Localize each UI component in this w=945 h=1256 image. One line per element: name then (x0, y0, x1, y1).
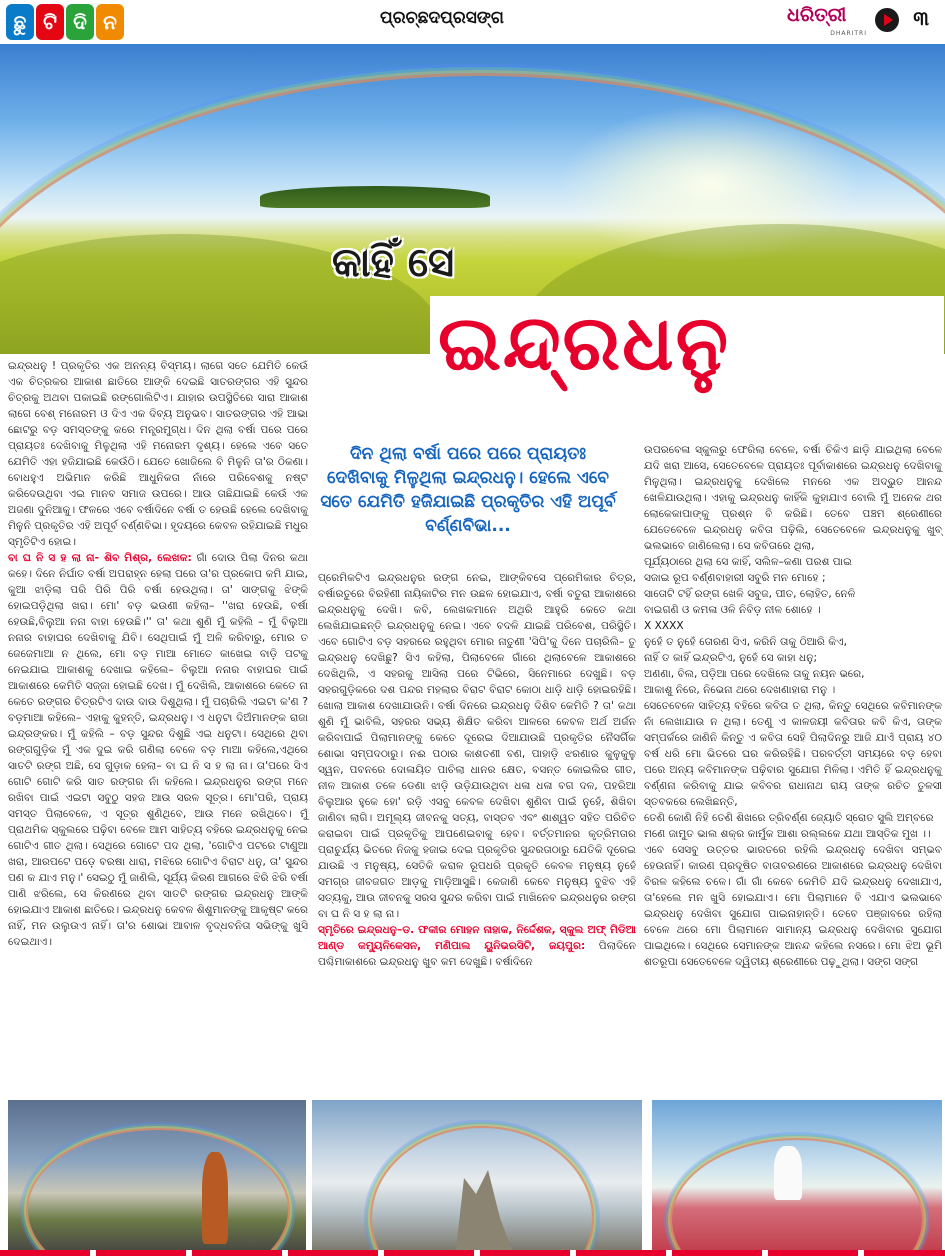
lead-paragraph: ଇନ୍ଦ୍ରଧନୁ ! ପ୍ରକୃତିର ଏକ ଅନନ୍ୟ ବିସ୍ମୟ। ଲାଗେ ସତେ ଯେମିତି କେଉଁ ଏକ ଚିତ୍ରକର ଆକାଶ ଛାତିରେ ଆଙ୍କି ଦେଇଛି ସାତରଙ୍ଗର ଏହି ସୁନ୍ଦର ଚିତ୍ରକୁ ଅଥବା ପକାଇଛି ରଙ୍ଗୋଲିଟିଏ। ଯାହାର ଉପସ୍ଥିତିରେ ସାରା ଆକାଶ ଲାଗେ ବେଶ୍ ମନୋରମ ଓ ଦିଏ ଏକ ଦିବ୍ୟ ଅନୁଭବ। ସାତରଙ୍ଗର ଏହି ଆଭା ଛୋଟରୁ ବଡ଼ ସମସ୍ତଙ୍କୁ କରେ ମନ୍ତ୍ରମୁଗ୍ଧ। ଦିନ ଥିଲା ବର୍ଷା ପରେ ପରେ ପ୍ରାୟତଃ ଦେଖିବାକୁ ମିଳୁଥିଲା ଏହି ମନୋରମ ଦୃଶ୍ୟ। ହେଲେ ଏବେ ସତେ ଯେମିତି ଏହା ହଜିଯାଇଛି କେଉଁଠି। ଯେତେ ଖୋଜିଲେ ବି ମିଳୁନି ତା'ର ଠିକଣା। ବୋଧହୁଏ ଅଭିମାନ କରିଛି ଆଧୁନିକତା ନାଁରେ ପରିବେଶକୁ ନଷ୍ଟ କରିଦେଉଥିବା ଏଇ ମାନବ ସମାଜ ଉପରେ। ଆଉ ତାଛିଯାଇଛି କେଉଁ ଏକ ଅଜଣା ଦୁନିଆକୁ। ଫଳରେ ଏବେ ବର୍ଷାଦିନେ ବର୍ଷା ତ ହେଉଛି ହେଲେ ଦେଖିବାକୁ ମିଳୁନି ପ୍ରକୃତିର ଏହି ଅପୂର୍ବ ବର୍ଣ୍ଣବିଭା। ହୃଦୟରେ କେବଳ ରହିଯାଇଛି ମଧୁର ସ୍ମୃତିଟିଏ ହୋଇ। (8, 360, 308, 548)
photo-mountain-rainbow (312, 1100, 642, 1250)
byline: ଶିବ ମିଶ୍ର, ଲେଖକ: (99, 552, 192, 564)
article-column-1 (8, 358, 308, 1200)
poem-stanza: ସାତୋଟି ଟହିଁ ରଙ୍ଗ ଖେଳି ସବୁଜ, ପୀତ, ଲୋହିତ, ନେଳି ବାଇଗଣି ଓ କମଳା ଓଳି ନିବିଡ଼ ନୀଳ ଶୋହେ । X XXXX ନୁହେଁ ତ ନୁହେଁ ତୋରଣ ସିଏ, କରିନି ତାକୁ ଠିଆରି କିଏ, ନାହିଁ ତ କାହିଁ ଇନ୍ଦ୍ରଟିଏ, ନୁହେଁ ସେ କାହା ଧନୁ; ଅଣଣା, ବିଲ, ପଡ଼ିଆ ପରେ ଦେଖିଲେ ତାକୁ ନୟନ ଭରେ, ଆକାଶୁ ନିରେ, ନିଭେନା ଥରେ ଦେଖଣାହାରା ମନୁ । (644, 588, 865, 696)
article-column-3 (644, 442, 942, 970)
brand-subtitle: DHARITRI (830, 30, 867, 37)
masthead-letter: ନ (96, 4, 124, 40)
masthead (6, 4, 124, 40)
treeline (260, 186, 490, 208)
headline-small: କାହିଁ ସେ (332, 240, 455, 286)
section-heading: ସ୍ମୃତିରେ ଇନ୍ଦ୍ରଧନୁ (318, 924, 397, 936)
article-column-2 (318, 570, 636, 970)
masthead-letter: ଛୁ (6, 4, 34, 40)
byline: –ଡ. ଫକୀର ମୋହନ ନାହାକ, ନିର୍ଦ୍ଦେଶକ, ସ୍କୁଲ ଅଫ୍ ମିଡିଆ ଆଣ୍ଡ କମ୍ୟୁନିକେସନ, ମଣିପାଲ ୟୁନିଭରସିଟି, ଜୟପୁର: (318, 924, 636, 952)
photo-woman-rainbow (8, 1100, 306, 1250)
paragraph-text: ପିଲାଦିନେ ପଶ୍ଚିମାକାଶରେ ଇନ୍ଦ୍ରଧନୁ ଖୁବ କମ ଦେଖୁଛି। ବର୍ଷାଦିନେ (318, 940, 637, 968)
page-header (0, 0, 945, 44)
headline-main: ଇନ୍ଦ୍ରଧନୁ (438, 298, 730, 387)
bottom-rule (0, 1250, 945, 1256)
person-figure (202, 1152, 228, 1244)
poem-stanza: ପୂର୍ଯ୍ୟଠାରେ ଥିଲା ସେ କାହିଁ, ସଲିଳ–କଣା ପରଶ ପାଇ ସଜାଇ ରୂପ ବର୍ଣ୍ଣବାହାରୀ ସବୁରି ମନ ମୋହେ ; (644, 556, 852, 584)
paragraph: ପ୍ରେମିକଟିଏ ଇନ୍ଦ୍ରଧନୁର ରଙ୍ଗ ନେଇ, ଆଙ୍କିବସେ ପ୍ରେମିକାର ଚିତ୍ର, ବର୍ଷାରତୁରେ ବିରହିଣୀ ନାୟିକାଟିର ମନ ଉଛଳ ହୋଇଯାଏ, ବର୍ଷା ବତୁରା ଆକାଶରେ ଇନ୍ଦ୍ରଧନୁକୁ ଦେଖି। କବି, ଲେଖକମାନେ ଅଥିରି ଆହୁରି କେତେ କଥା ଲେଖିଯାଇଛନ୍ତି ଇନ୍ଦ୍ରଧନୁକୁ ନେଇ। ଏବେ ବଦଳି ଯାଇଛି ପରିବେଶ, ପରିସ୍ଥିତି। ଏବେ ଗୋଟିଏ ବଡ଼ ସହରରେ ରହୁଥିବା ମୋର ନାତୁଣୀ 'ସିପି'କୁ ଦିନେ ପଚାରିଲି– ତୁ ଇନ୍ଦ୍ରଧନୁ ଦେଖିଛୁ? ସିଏ କହିଲା, ପିଲାବେଳେ ଗାଁରେ ଥିଲାବେଳେ ଆକାଶରେ ଦେଖିଥିଲି, ଏ ସହରକୁ ଆସିଲା ପରେ ଟିଭିରେ, ସିନେମାରେ ଦେଖୁଛି। ବଡ଼ ସହରଗୁଡ଼ିକରେ ଦଶ ପନ୍ଦର ମହଲାର ବିରାଟ ବିରାଟ କୋଠା ଧାଡ଼ି ଧାଡ଼ି ହୋଇରହିଛି। ଖୋଲା ଆକାଶ ଦେଖାଯାଉନି। ବର୍ଷା ଦିନରେ ଇନ୍ଦ୍ରଧନୁ ଦିଶିବ କେମିତି ? ତା' କଥା ଶୁଣି ମୁଁ ଭାବିଲି, ସହରର ସଭ୍ୟ ଶିକ୍ଷିତ କରିବା ଆଳରେ କେବଳ ଅର୍ଥ ଅର୍ଜନ କରିବାପାଇଁ ପିଲାମାନଙ୍କୁ କେତେ ଦୂରେଇ ଦିଆଯାଉଛି ପ୍ରକୃତିର ନୈସର୍ଗିକ ଶୋଭା ସମ୍ପଦଠାରୁ। ନଈ ପଠାର କାଶତଣୀ ବଣ, ପାହାଡ଼ି ଝରଣାର କୁଳୁକୁଳୁ ସ୍ୱନ, ପବନରେ ଦୋଳାୟିତ ପାଚିଲା ଧାନର କ୍ଷେତ, ବସନ୍ତ କୋଇଲିର ଗୀତ, ନୀଳ ଆକାଶ ତଳେ ଡେଣା ଝାଡ଼ି ଉଡ଼ିଯାଉଥିବା ଧଳା ଧଳା ବଗ ଦଳ, ପହରିଆ ବିଲୁଆର ହୁକେ ହୋ' ରଡ଼ି ଏସବୁ କେବଳ ଦେଖିବା ଶୁଣିବା ପାଇଁ ନୁହେଁ, ଶିଖିବା ଜାଣିବା ଲାଗି। ଅମୂଲ୍ୟ ଜୀବନକୁ ସତ୍ୟ, ବାସ୍ତବ ଏବଂ ଶାଶ୍ୱତ ସହିତ ପରିଚିତ କରାଇବା ପାଇଁ ପ୍ରକୃତିକୁ ଆପଣେଇବାକୁ ହେବ। ବର୍ତ୍ତମାନର କୃତ୍ରିମତାର ପ୍ରାଚୁର୍ଯ୍ୟ ଭିତରେ ନିଜକୁ ହଜାଇ ଦେଇ ପ୍ରକୃତିର ସୁନ୍ଦରତାଠାରୁ ଯେତିକି ଦୂରେଇ ଯାଉଛି ଏ ମନୁଷ୍ୟ, ସେତିକି କରାଳ ରୂପଧରି ପ୍ରକୃତି କେବଳ ମନୁଷ୍ୟ ନୁହେଁ ସମଗ୍ର ଜୀବଜଗତ ଆଡ଼କୁ ମାଡ଼ିଆସୁଛି। କେଜାଣି କେବେ ମନୁଷ୍ୟ ବୁଝିବ ଏହି ସତ୍ୟକୁ, ଆଉ ଜୀବନକୁ ସରସ ସୁନ୍ଦର କରିବା ପାଇଁ ମାଖିନେବ ଇନ୍ଦ୍ରଧନୁର ରଙ୍ଗ ବା ଘ ନି ସ ହ ଲା ନା। (318, 572, 636, 920)
rainbow-arc (28, 1130, 288, 1250)
masthead-letter: ଦି (66, 4, 94, 40)
section-label: ପ୍ରଚ୍ଛଦପ୍ରସଙ୍ଗ (380, 8, 504, 28)
section-heading: ବା ଘ ନି ସ ହ ଲା ନା- (8, 552, 100, 564)
page-number: ୩ (913, 6, 929, 30)
masthead-letter: ଟି (36, 4, 64, 40)
brand-logo: ଧରିତ୍ରୀ (787, 4, 847, 26)
photo-girl-tulips (652, 1100, 942, 1250)
paragraph: ସେତେବେଳେ ସାହିତ୍ୟ ବହିରେ କବିତା ତ ଥିଲା, କିନ୍ତୁ ସେଥିରେ କବିମାନଙ୍କ ନାଁ ଲେଖାଯାଉ ନ ଥିଲା। ତେଣୁ ଏ କାଳଜୟୀ କବିତାର କବି କିଏ, ତାଙ୍କ ସମ୍ପର୍କରେ ଜାଣିନି କିନ୍ତୁ ଏ କବିତା ସେହି ପିଲାଦିନରୁ ଆଜି ଯାଏଁ ପ୍ରାୟ ୪୦ ବର୍ଷ ଧରି ମୋ ଭିତରେ ଘର କରିରହିଛି। ପରବର୍ତ୍ତୀ ସମୟରେ ବଡ଼ ହେବା ପରେ ଅନ୍ୟ କବିମାନଙ୍କ ପଢ଼ିବାର ସୁଯୋଗ ମିଳିଲା। ଏମିତି ହିଁ ଇନ୍ଦ୍ରଧନୁକୁ ବର୍ଣ୍ଣନା କରିବାକୁ ଯାଇ କବିବର ରାଧାନାଥ ରାୟ ତାଙ୍କ ରଚିତ ତୁଳସୀ ସ୍ତବକରେ ଲେଖିଛନ୍ତି, (644, 700, 942, 808)
paragraph: ଉପରବେଳା ସ୍କୁଲରୁ ଫେରିଲା ବେଳେ, ବର୍ଷା ଚିକିଏ ଛାଡ଼ି ଯାଇଥିଲା ବେଳେ ଯଦି ଖରା ଆସେ, ସେତେବେଳେ ପ୍ରାୟତଃ ପୂର୍ବାକାଶରେ ଇନ୍ଦ୍ରଧନୁ ଦେଖିବାକୁ ମିଳୁଥିଲା। ଇନ୍ଦ୍ରଧନୁକୁ ଦେଖିଲେ ମନରେ ଏକ ଅଦ୍ଭୁତ ଆନନ୍ଦ ଖେଳିଯାଉଥିଲା। ଏହାକୁ ଇନ୍ଦ୍ରଧନୁ କାହିଁକି କୁହାଯାଏ ବୋଲି ମୁଁ ଅନେକ ଥର ଲୋକେକାପାଙ୍କୁ ପ୍ରଶ୍ନ ବି କରିଛି। ତେବେ ପଞ୍ଚମ ଶ୍ରେଣୀରେ ଯେତେବେଳେ ଇନ୍ଦ୍ରଧନୁ କବିତା ପଢ଼ିଲି, ସେତେବେଳେ ଇନ୍ଦ୍ରଧନୁକୁ ଖୁବ୍ ଭଲଭାବେ ଜାଣିଲେଲା। ସେ କବିତାରେ ଥିଲା, (644, 444, 942, 552)
paragraph: ଏବେ ସେସବୁ ଉତ୍ତର ଭାରତରେ ରହିଲି ଇନ୍ଦ୍ରଧନୁ ଦେଖିବା ସମ୍ଭବ ହେଉନାହିଁ। କାରଣ ପ୍ରଦୂଷିତ ବାତାବରଣରେ ଆକାଶରେ ଇନ୍ଦ୍ରଧନୁ ଦେଖିବା ବିରଳ କହିଲେ ଚଳେ। ଗାଁ ଗାଁ କେବେ କେମିତି ଯଦି ଇନ୍ଦ୍ରଧନୁ ଦେଖାଯାଏ, ତା'ହେଲେ ମନ ଖୁସି ହୋଇଯାଏ। ମୋ ପିଲାମାନେ ବି ଏଯାଏ ଭଲଭାବେ ଇନ୍ଦ୍ରଧନୁ ଦେଖିବା ସୁଯୋଗ ପାଇନାହାନ୍ତି। ତେବେ ପଞ୍ଜାବରେ ରହିଲା ବେଳେ ଥରେ ମୋ ପିଲାମାନେ ସାମାନ୍ୟ ଇନ୍ଦ୍ରଧନୁ ଦେଖିବାର ସୁଯୋଗ ପାଇଥିଲେ। ସେଥିରେ ସେମାନଙ୍କ ଆନନ୍ଦ କହିଲେ ନସରେ। ମୋ ଝିଅ ଭୂମି ଶତରୂପା ସେତେବେଳେ ଦ୍ୱିତୀୟ ଶ୍ରେଣୀରେ ପଢ଼ୁଥିଲା। ସଙ୍ଗ ସଙ୍ଗ (644, 844, 942, 968)
paragraph (318, 922, 636, 970)
poem-stanza: ତେଣି କୋଣି ନିହି ତେଣି ଶିଖରେ ତ୍ରିବର୍ଣ୍ଣ ଜ୍ୟୋତି ସ୍ରୋତ ସୁଲି ଅମ୍ବରେ ମଣେ ଜାମୁତ ଭାଲ ଶକ୍ର କାର୍ମୁକ ଆଶା ରଲ୍ଲକେ ଯଥା ଆସ୍ତିକ ମୁଖ ।। (644, 812, 934, 840)
pull-quote: ଦିନ ଥିଲା ବର୍ଷା ପରେ ପରେ ପ୍ରାୟତଃ ଦେଖିବାକୁ ମିଳୁଥିଲା ଇନ୍ଦ୍ରଧନୁ। ହେଲେ ଏବେ ସତେ ଯେମିତି ହଜିଯାଇଛି ପ୍ରକୃତିର ଏହି ଅପୂର୍ବ ବର୍ଣ୍ଣବିଭା... (320, 444, 616, 536)
paragraph (8, 550, 308, 950)
play-icon (875, 8, 899, 32)
person-figure (774, 1146, 802, 1200)
paragraph-text: ଗାଁ ଦୋଉ ପିଲା ଦିନର କଥା କହେ। ଦିନେ ନିର୍ଘାତ ବର୍ଷା ଅପରାହ୍ନ ହେଲା ପରେ ତା'ର ପ୍ରକୋପ କମି ଯାଇ, କୁଆ ଝାଡ଼ିଲା ପରି ପିରି ପିରି ବର୍ଷା ହେଉଥିଲା। ତା' ସାଙ୍ଗକୁ ଝିଙ୍କି ହୋଇପଡ଼ିଥିଲା ଖରା। ମୋ' ବଡ଼ ଭଉଣୀ କହିଲା– ''ଖରା ହେଉଛି, ବର୍ଷା ହେଉଛି,ବିଲୁଆ ନନା ବାହା ହେଉଛି।'' ତା' କଥା ଶୁଣି ମୁଁ କହିଲି – ମୁଁ ବିଲୁଆ ନନାର ବାହାଘର ଦେଖିବାକୁ ଯିବି। ସେଥିପାଇଁ ମୁଁ ଅଳି କରିବାରୁ, ମୋର ତ ଜେଜେମାଆ ନ ଥିଲେ, ମୋ ବଡ଼ ମାଆ ମୋତେ କାଖେଇ ବାଡ଼ି ପଟକୁ ନେଇଯାଇ ଆକାଶକୁ ଦେଖାଇ କହିଲେ– ବିଲୁଆ ନନାର ବାହାଘର ପାଇଁ ଆକାଶରେ କେମିତି ସଜ୍ଜା ହୋଇଛି ଦେଖ। ମୁଁ ଦେଖିଲି, ଆକାଶରେ କେତେ ନା କେତେ ରଙ୍ଗର ଚିତ୍ରଟିଏ ଦାଉ ଦାଉ ଦିଶୁଥିଲା। ମୁଁ ପଚାରିଲି ଏଇଟା କ'ଣ ? ବଡ଼ମାଆ କହିଲେ– ଏହାକୁ କୁହନ୍ତି, ଇନ୍ଦ୍ରଧନୁ। ଏ ଧନୁଟା ଦିଅଁମାନଙ୍କ ରାଜା ଇନ୍ଦ୍ରଙ୍କର। ମୁଁ କହିଲି – ବଡ଼ ସୁନ୍ଦର ଦିଶୁଛି ଏଇ ଧନୁଟା। ସେଥିରେ ଥିବା ରଙ୍ଗଗୁଡ଼ିକ ମୁଁ ଏକ ଦୁଇ କରି ଗଣିଲା ବେଳେ ବଡ଼ ମାଆ କହିଲେ,ଏଥିରେ ସାତଟି ରଙ୍ଗ ଅଛି, ସେ ଗୁଡ଼ାକ ହେଲା– ବା ଘ ନି ସ ହ ଲା ନା। ତା'ପରେ ସିଏ ଗୋଟି ଗୋଟି କରି ସାତ ରଙ୍ଗର ନାଁ କହିଲେ। ଇନ୍ଦ୍ରଧନୁର ରଙ୍ଗ ମନେ ରଖିବା ପାଇଁ ଏଇଟା ସବୁଠୁ ସହଜ ଆଉ ସରଳ ସୂତ୍ର। ମୋ'ପରି, ପ୍ରାୟ ସମସ୍ତ ପିଲାବେଳେ, ଏ ସୂତ୍ର ଶୁଣିଥିବେ, ଆଉ ମନେ ରଖିଥିବେ। ମୁଁ ପ୍ରାଥମିକ ସ୍କୁଲରେ ପଢ଼ିବା ବେଳେ ଆମ ସାହିତ୍ୟ ବହିରେ ଇନ୍ଦ୍ରଧନୁକୁ ନେଇ ଗୋଟିଏ ଗୀତ ଥିଲା। ସେଥିରେ ଗୋଟେ ପଦ ଥିଲା, 'ଗୋଟିଏ ପଟରେ ଟାଣୁଆ ଖରା, ଆରପଟେ ପଡ଼େ ବରଷା ଧାରା, ମଝିରେ ଗୋଟିଏ ବିରାଟ ଧନୁ, ତା' ସୁନ୍ଦର ପଣ କ ଯାଏ ମନୁ।' ସେଇଠୁ ମୁଁ ଜାଣିଲି, ସୂର୍ଯ୍ୟ କିରଣ ଆଗରେ ଝିରି ଝିରି ବର୍ଷା ପାଣି ଝରିଲେ, ସେ କିରଣରେ ଥିବା ସାତଟି ରଙ୍ଗର ଇନ୍ଦ୍ରଧନୁ ଆଙ୍କି ହୋଇଯାଏ ଆକାଶ ଛାତିରେ। ଇନ୍ଦ୍ରଧନୁ କେବଳ ଶିଶୁମାନଙ୍କୁ ଆକୃଷ୍ଟ କରେ ନାହିଁ, ମନ ଉଲୁଉଏ ନାହିଁ। ତା'ର ଶୋଭା ଆବାଳ ବୃଦ୍ଧବନିତା ସଭିଙ୍କୁ ଖୁସି ଦେଇଥାଏ। (8, 552, 309, 948)
